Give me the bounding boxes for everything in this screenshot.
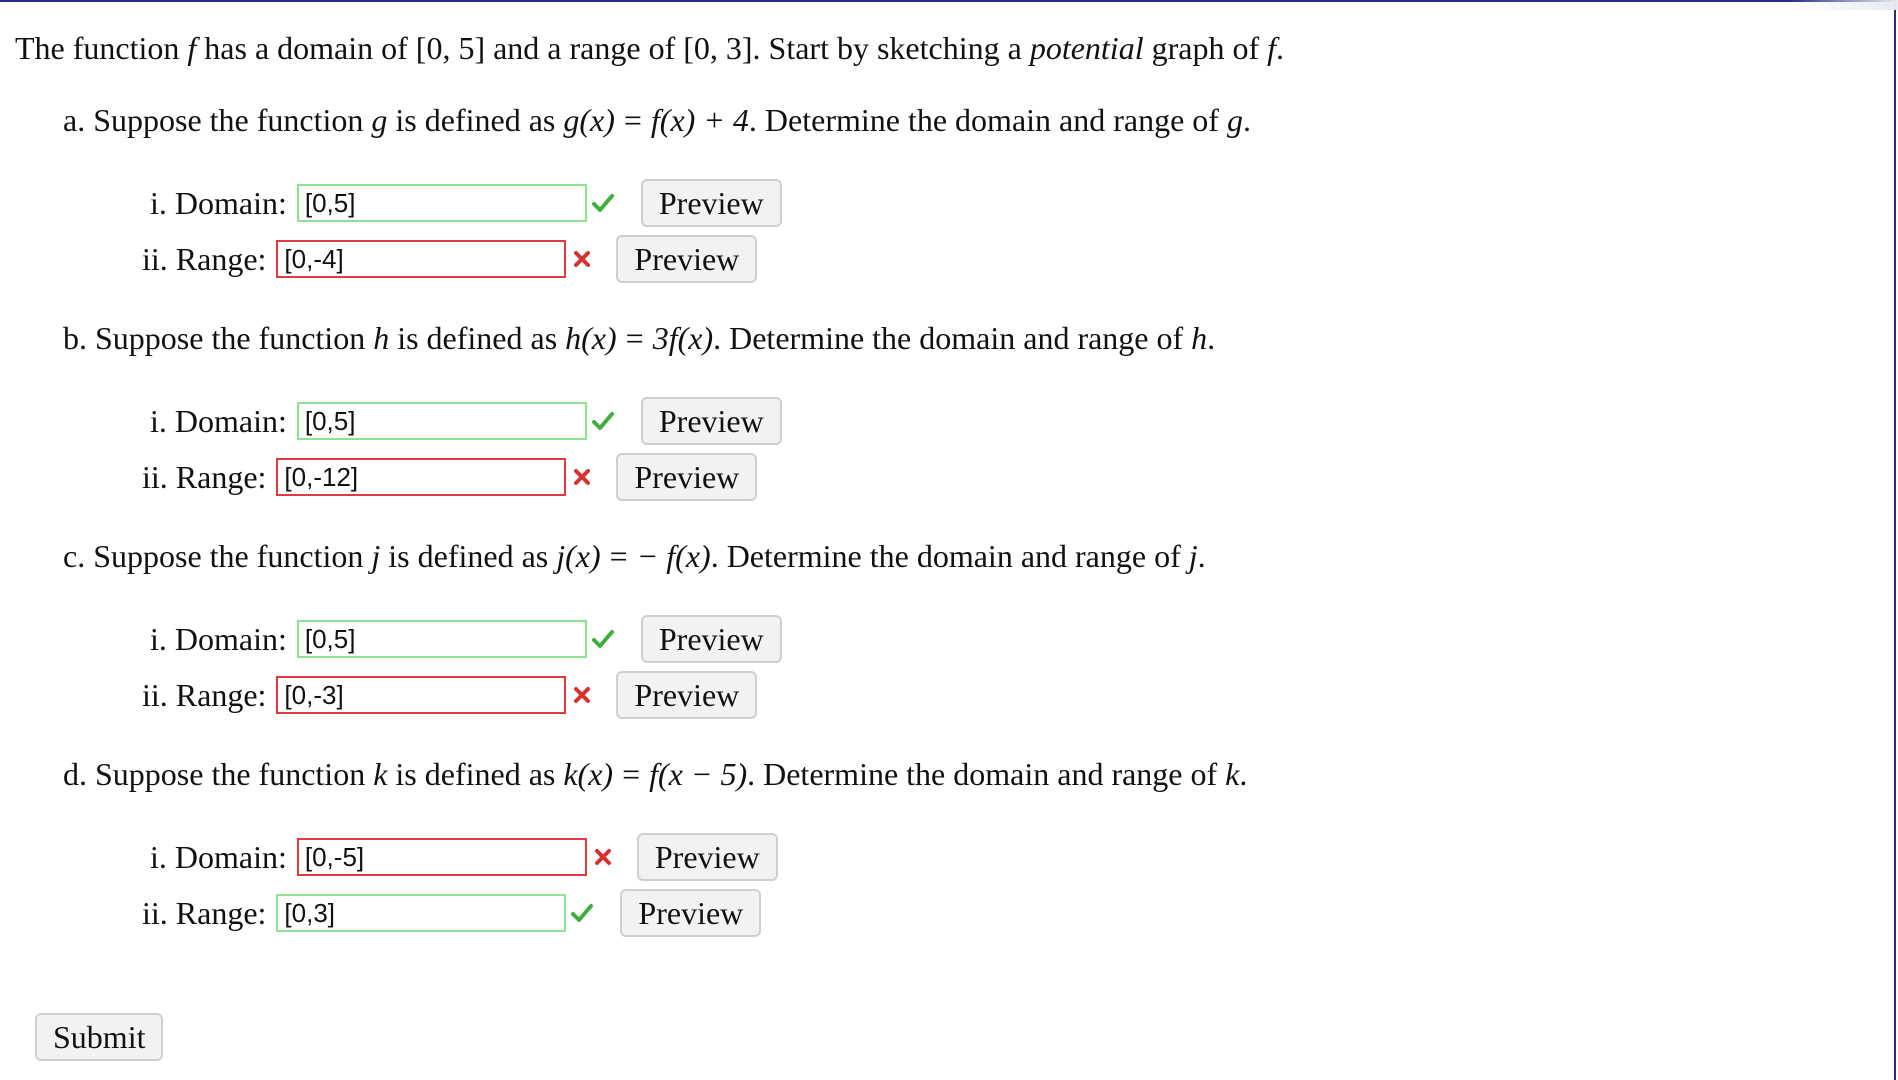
part-b-domain-preview-button[interactable]: Preview [641, 397, 782, 445]
part-a-domain-input[interactable] [297, 184, 587, 222]
part-a-domain-row [150, 183, 782, 223]
part-a-question [63, 98, 1251, 142]
part-b-range-label: ii. Range: [142, 459, 267, 495]
part-b-lhs: h(x) [565, 320, 617, 356]
part-b-fn2: h [1191, 320, 1208, 356]
scroll-fade [1788, 0, 1898, 10]
part-a-rhs: f(x) + 4 [650, 102, 749, 138]
part-c-domain-row [150, 619, 782, 659]
intro-domain: [0, 5] [415, 30, 486, 66]
check-icon [589, 189, 617, 217]
part-a-range-row [142, 239, 757, 279]
part-a-lhs: g(x) [563, 102, 615, 138]
part-c-domain-label: i. Domain: [150, 621, 287, 657]
part-b-domain-row [150, 401, 782, 441]
part-b-range-input[interactable] [276, 458, 566, 496]
part-a-domain-label: i. Domain: [150, 185, 287, 221]
part-c-fn: j [371, 538, 381, 574]
submit-button[interactable]: Submit [35, 1013, 163, 1061]
part-d-fn: k [373, 756, 388, 792]
part-a-mid: is defined as [387, 102, 564, 138]
part-b-rhs: 3f(x) [652, 320, 714, 356]
part-b-post: . Determine the domain and range of [713, 320, 1192, 356]
check-icon [589, 625, 617, 653]
part-d-post: . Determine the domain and range of [747, 756, 1226, 792]
part-c-end: . [1197, 538, 1206, 574]
intro-text-1: The function [15, 30, 188, 66]
part-d-domain-input[interactable] [297, 838, 587, 876]
intro-text-6: . [1275, 30, 1284, 66]
part-b-range-preview-button[interactable]: Preview [616, 453, 757, 501]
x-icon [568, 463, 596, 491]
part-c-rhs: − f(x) [636, 538, 711, 574]
part-a-end: . [1242, 102, 1251, 138]
x-icon [568, 245, 596, 273]
part-b-domain-input[interactable] [297, 402, 587, 440]
part-c-fn2: j [1188, 538, 1198, 574]
part-c-question [63, 534, 1206, 578]
part-d-domain-label: i. Domain: [150, 839, 287, 875]
part-d-eq: = [622, 756, 641, 792]
part-c-domain-preview-button[interactable]: Preview [641, 615, 782, 663]
part-b-domain-label: i. Domain: [150, 403, 287, 439]
part-c-range-input[interactable] [276, 676, 566, 714]
part-d-pre: d. Suppose the function [63, 756, 374, 792]
part-d-range-label: ii. Range: [142, 895, 267, 931]
part-b-eq: = [625, 320, 644, 356]
part-a-domain-preview-button[interactable]: Preview [641, 179, 782, 227]
x-icon [589, 843, 617, 871]
intro-text-2: has a domain of [196, 30, 416, 66]
part-c-range-row [142, 675, 757, 715]
part-d-end: . [1239, 756, 1248, 792]
part-c-eq: = [609, 538, 628, 574]
part-c-mid: is defined as [380, 538, 557, 574]
intro-f: f [187, 30, 197, 66]
part-b-end: . [1207, 320, 1216, 356]
x-icon [568, 681, 596, 709]
part-d-range-row [142, 893, 761, 933]
part-c-lhs: j(x) [556, 538, 601, 574]
check-icon [568, 899, 596, 927]
part-d-rhs: f(x − 5) [649, 756, 748, 792]
intro-text-3: and a range of [485, 30, 684, 66]
part-d-range-preview-button[interactable]: Preview [620, 889, 761, 937]
part-b-range-row [142, 457, 757, 497]
part-a-range-preview-button[interactable]: Preview [616, 235, 757, 283]
part-a-post: . Determine the domain and range of [748, 102, 1227, 138]
part-c-pre: c. Suppose the function [63, 538, 372, 574]
intro-range: [0, 3] [683, 30, 753, 66]
part-d-lhs: k(x) [563, 756, 614, 792]
part-a-range-input[interactable] [276, 240, 566, 278]
part-a-fn: g [371, 102, 388, 138]
part-a-fn2: g [1226, 102, 1243, 138]
part-d-domain-preview-button[interactable]: Preview [637, 833, 778, 881]
part-c-post: . Determine the domain and range of [710, 538, 1189, 574]
part-b-pre: b. Suppose the function [63, 320, 374, 356]
intro-potential: potential [1029, 30, 1144, 66]
part-d-domain-row [150, 837, 778, 877]
part-c-range-label: ii. Range: [142, 677, 267, 713]
problem-intro [15, 26, 1284, 70]
part-d-range-input[interactable] [276, 894, 566, 932]
intro-text-4: . Start by sketching a [752, 30, 1030, 66]
part-b-question [63, 316, 1215, 360]
check-icon [589, 407, 617, 435]
part-d-fn2: k [1225, 756, 1240, 792]
part-d-mid: is defined as [387, 756, 564, 792]
part-d-question [63, 752, 1247, 796]
part-c-range-preview-button[interactable]: Preview [616, 671, 757, 719]
part-c-domain-input[interactable] [297, 620, 587, 658]
intro-f2: f [1267, 30, 1276, 66]
part-a-eq: = [623, 102, 642, 138]
intro-text-5: graph of [1143, 30, 1268, 66]
part-b-fn: h [373, 320, 390, 356]
part-a-range-label: ii. Range: [142, 241, 267, 277]
part-a-pre: a. Suppose the function [63, 102, 372, 138]
part-b-mid: is defined as [389, 320, 566, 356]
